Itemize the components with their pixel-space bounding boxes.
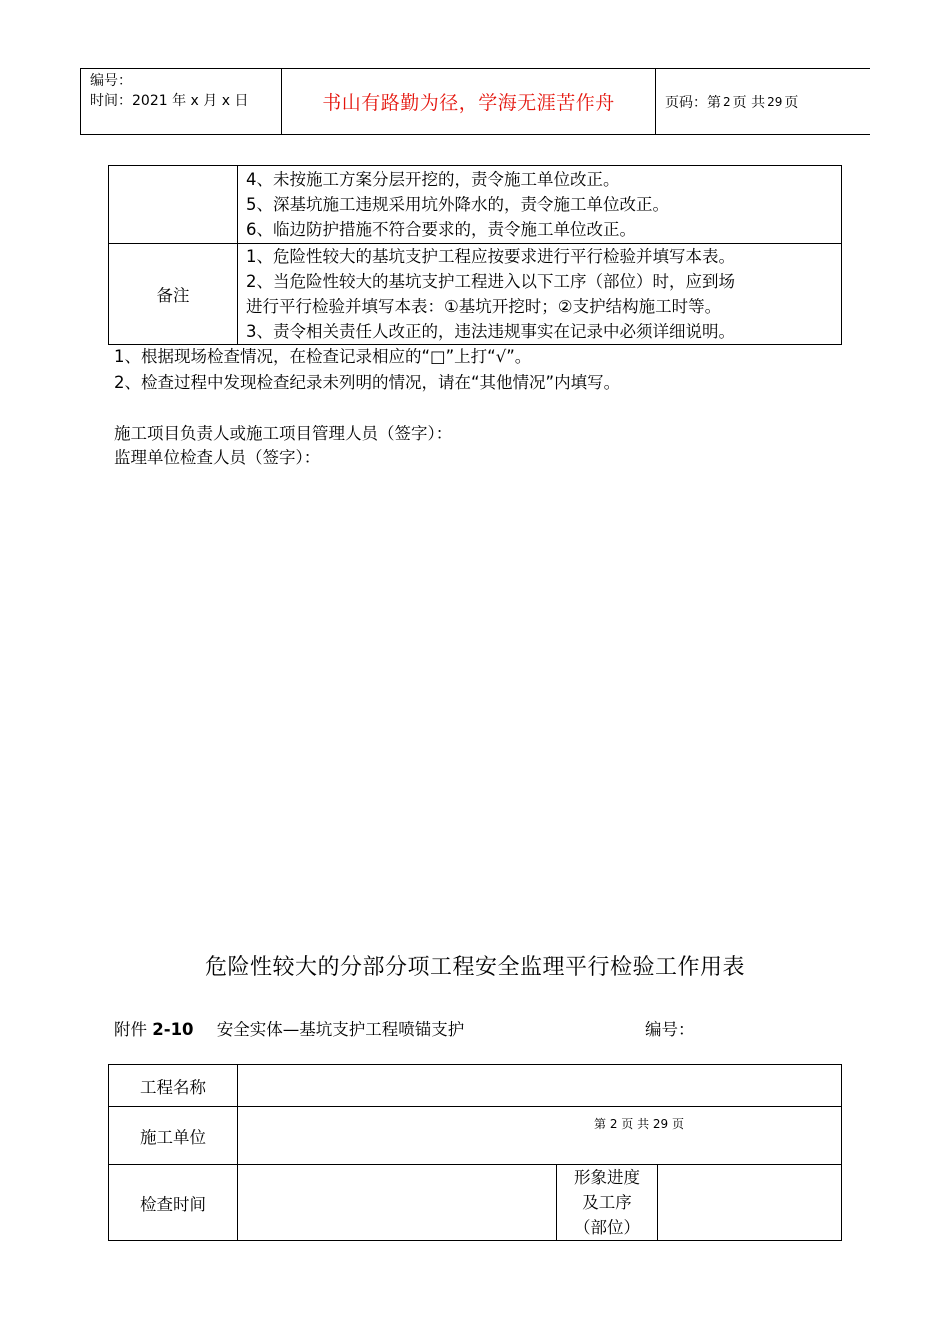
page-suffix: 页 <box>784 94 799 111</box>
attachment-line <box>114 1016 464 1040</box>
correction-items-cell <box>238 166 842 244</box>
number-label: 编号： <box>90 73 132 89</box>
progress-label <box>557 1165 658 1241</box>
note-line: 2、检查过程中发现检查纪录未列明的情况，请在“其他情况”内填写。 <box>114 373 621 392</box>
remark-item: 进行平行检验并填写本表：①基坑开挖时；②支护结构施工时等。 <box>246 297 722 316</box>
empty-label-cell <box>109 166 238 244</box>
table-row <box>109 1165 842 1241</box>
remark-item: 1、危险性较大的基坑支护工程应按要求进行平行检验并填写本表。 <box>246 247 735 266</box>
contractor-label: 施工单位 <box>109 1107 238 1165</box>
form-title: 危险性较大的分部分项工程安全监理平行检验工作用表 <box>204 955 745 980</box>
note-line: 1、根据现场检查情况，在检查记录相应的“□”上打“√”。 <box>114 347 532 366</box>
page-number: 2 <box>723 94 731 109</box>
attachment-prefix: 附件 <box>114 1020 147 1039</box>
attachment-number: 2-10 <box>152 1020 194 1039</box>
table-row <box>109 244 842 345</box>
progress-label-line: （部位） <box>574 1218 640 1237</box>
page-prefix: 页码：第 <box>665 94 721 111</box>
attachment-name: 安全实体—基坑支护工程喷锚支护 <box>216 1020 465 1039</box>
remark-items-cell <box>238 244 842 345</box>
project-info-table <box>108 1064 842 1241</box>
header-page-info <box>656 69 870 134</box>
page-footer-note: 第 2 页 共 29 页 <box>238 1107 842 1165</box>
remark-label: 备注 <box>109 244 238 345</box>
project-name-value[interactable] <box>238 1065 842 1107</box>
form-number-label: 编号： <box>645 1020 695 1039</box>
signature-line-supervisor: 监理单位检查人员（签字）： <box>114 448 321 467</box>
correction-item: 5、深基坑施工违规采用坑外降水的，责令施工单位改正。 <box>246 195 669 214</box>
correction-item: 6、临边防护措施不符合要求的，责令施工单位改正。 <box>246 220 636 239</box>
table-row <box>109 166 842 244</box>
progress-value[interactable] <box>658 1165 842 1241</box>
inspection-time-label: 检查时间 <box>109 1165 238 1241</box>
remark-item: 2、当危险性较大的基坑支护工程进入以下工序（部位）时，应到场 <box>246 272 735 291</box>
progress-label-line: 及工序 <box>582 1193 632 1212</box>
project-name-label: 工程名称 <box>109 1065 238 1107</box>
remark-item: 3、责令相关责任人改正的，违法违规事实在记录中必须详细说明。 <box>246 322 735 341</box>
header-motto: 书山有路勤为径，学海无涯苦作舟 <box>282 69 656 134</box>
correction-item: 4、未按施工方案分层开挖的，责令施工单位改正。 <box>246 170 620 189</box>
page-total: 29 <box>767 94 783 109</box>
page-mid: 页 共 <box>732 94 766 111</box>
signature-line-contractor: 施工项目负责人或施工项目管理人员（签字）： <box>114 424 453 443</box>
inspection-table-continued <box>108 165 842 345</box>
progress-label-line: 形象进度 <box>574 1168 640 1187</box>
inspection-time-value[interactable] <box>238 1165 557 1241</box>
header-meta <box>81 69 282 134</box>
document-header <box>80 68 870 135</box>
table-row <box>109 1107 842 1165</box>
time-label: 时间：2021 年 x 月 x 日 <box>90 93 249 109</box>
table-row <box>109 1065 842 1107</box>
